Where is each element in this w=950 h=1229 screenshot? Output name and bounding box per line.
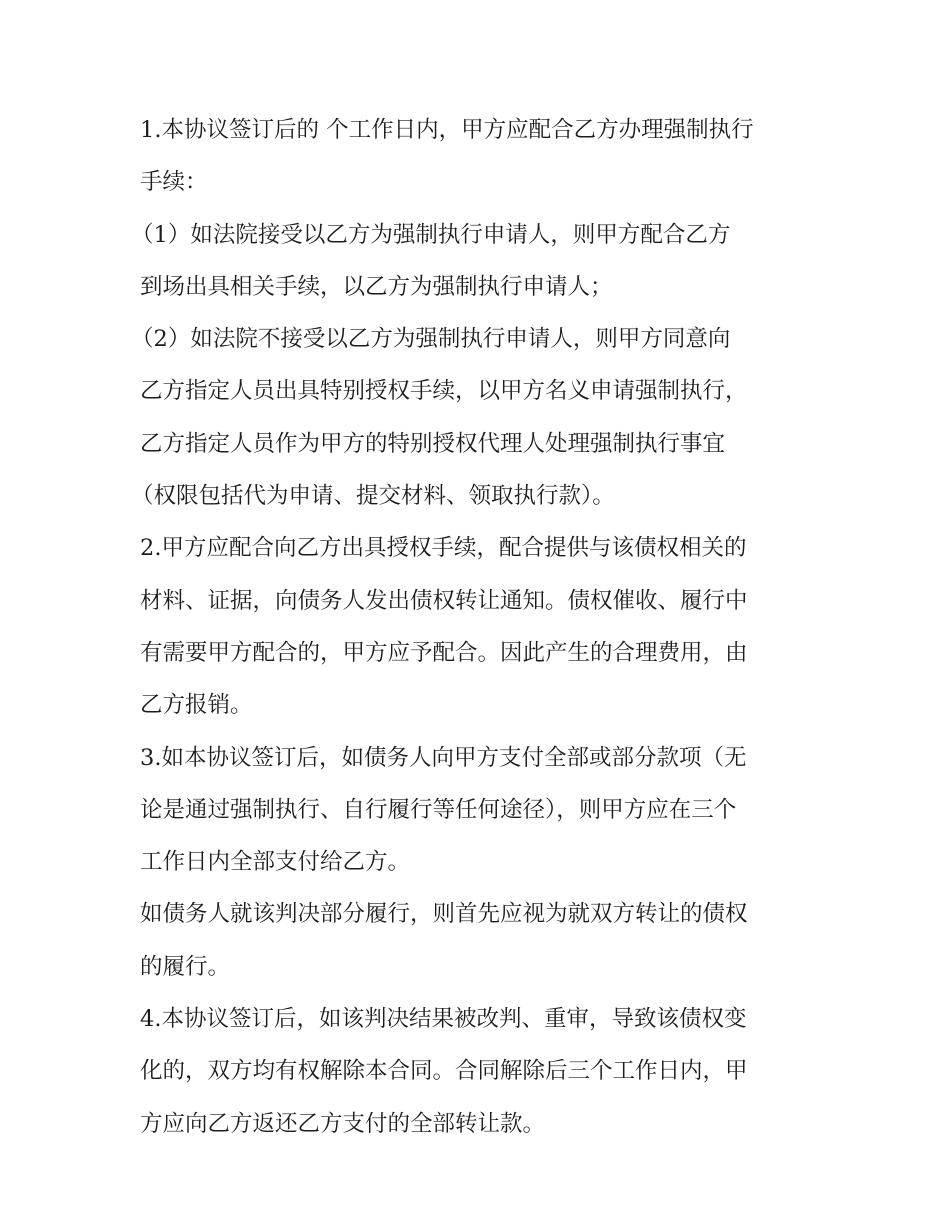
clause-1-item-2-line-2: 乙方指定人员出具特别授权手续，以甲方名义申请强制执行， [140, 378, 748, 405]
clause-4-line-3: 方应向乙方返还乙方支付的全部转让款。 [140, 1110, 546, 1137]
clause-2-line-4: 乙方报销。 [140, 692, 253, 719]
clause-3-line-2: 论是通过强制执行、自行履行等任何途径），则甲方应在三个 [140, 796, 737, 823]
clause-1-item-2-line-4: （权限包括代为申请、提交材料、领取执行款）。 [131, 483, 615, 510]
clause-3-note-line-1: 如债务人就该判决部分履行，则首先应视为就双方转让的债权 [140, 901, 748, 928]
clause-1-item-1-line-1: （1）如法院接受以乙方为强制执行申请人，则甲方配合乙方 [131, 221, 731, 248]
clause-2-line-3: 有需要甲方配合的，甲方应予配合。因此产生的合理费用，由 [140, 639, 748, 666]
clause-3-line-3: 工作日内全部支付给乙方。 [140, 849, 411, 876]
clause-2-line-1: 2.甲方应配合向乙方出具授权手续，配合提供与该债权相关的 [140, 535, 747, 562]
clause-1-line-1: 1.本协议签订后的 个工作日内，甲方应配合乙方办理强制执行 [140, 117, 754, 143]
clause-2-line-2: 材料、证据，向债务人发出债权转让通知。债权催收、履行中 [140, 587, 748, 614]
clause-4-line-2: 化的，双方均有权解除本合同。合同解除后三个工作日内，甲 [140, 1058, 748, 1085]
clause-3-note-line-2: 的履行。 [140, 953, 231, 980]
clause-3-line-1: 3.如本协议签订后，如债务人向甲方支付全部或部分款项（无 [140, 744, 747, 771]
clause-1-item-1-line-2: 到场出具相关手续，以乙方为强制执行申请人； [140, 273, 613, 300]
clause-1-line-2: 手续： [140, 169, 208, 196]
document-body [131, 104, 812, 1150]
clause-4-line-1: 4.本协议签订后，如该判决结果被改判、重审，导致该债权变 [140, 1006, 747, 1033]
clause-1-item-2-line-3: 乙方指定人员作为甲方的特别授权代理人处理强制执行事宜 [140, 430, 726, 457]
clause-1-item-2-line-1: （2）如法院不接受以乙方为强制执行申请人，则甲方同意向 [131, 326, 731, 353]
